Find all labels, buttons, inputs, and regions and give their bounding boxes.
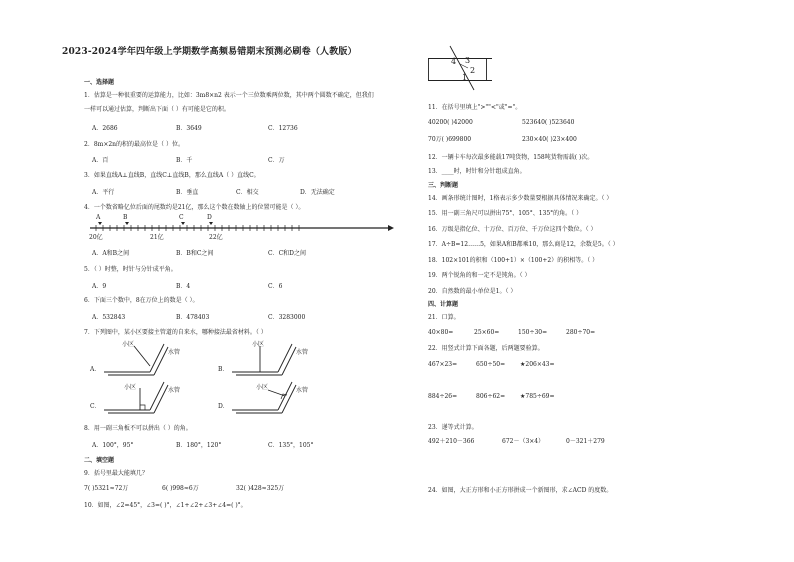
q8-option-b: B．180°，120° bbox=[176, 442, 222, 449]
q2-option-a: A．百 bbox=[92, 157, 109, 164]
q17-text: 17．A÷B=12……5，如果A和B都乘10，那么商是12，余数是5。（ ） bbox=[428, 241, 619, 248]
q16-text: 16．万级是指亿位、十万位、百万位、千万位这四个数位。（ ） bbox=[428, 226, 597, 233]
q7a-village: 小区 bbox=[122, 341, 135, 348]
q18-text: 18．102×101的积和（100+1）×（100+2）的积相等。（ ） bbox=[428, 257, 599, 264]
angle-label-1: 1 bbox=[462, 73, 468, 82]
q13-text: 13．____时，时针和分针组成直角。 bbox=[428, 168, 526, 175]
q22-item-6: ★785÷69= bbox=[520, 393, 555, 400]
angle-figure bbox=[428, 46, 492, 90]
section-fill-blank: 二、填空题 bbox=[84, 457, 115, 464]
q9-text: 9．括号里最大能填几？ bbox=[84, 470, 148, 477]
q1-text: 1．估算是一种很重要的运算能力，比如：3m8×n2 表示一个三位数乘两位数，其中两个圆数不确定，但我们 bbox=[84, 92, 374, 99]
q11-text: 11．在括号里填上">""<"或"="。 bbox=[428, 104, 522, 111]
q11-item-1: 40200( )42000 bbox=[428, 119, 473, 126]
q21-item-1: 40×80= bbox=[428, 329, 454, 336]
section-calculation: 四、计算题 bbox=[428, 301, 459, 308]
q11-item-2: 523640( )523640 bbox=[522, 119, 575, 126]
q4-option-a: A．A和B之间 bbox=[92, 250, 130, 257]
q23-item-3: 0－321＋279 bbox=[566, 438, 605, 445]
q7b-pipe: 水管 bbox=[296, 349, 309, 356]
q1-text-cont: 一样可以通过估算，判断出下面（ ）有可能是它的积。 bbox=[84, 106, 230, 113]
q6-option-b: B．478403 bbox=[176, 314, 210, 321]
q22-item-1: 467×23= bbox=[428, 361, 458, 368]
number-line-label-d: D bbox=[207, 214, 212, 221]
q3-option-a: A．平行 bbox=[92, 189, 115, 196]
q9-item-2: 6( )998≈6万 bbox=[162, 485, 199, 492]
q2-option-b: B．千 bbox=[176, 157, 193, 164]
q1-option-b: B．3649 bbox=[176, 125, 202, 132]
q15-text: 15．用一副三角尺可以拼出75°、105°、135°的角。（ ） bbox=[428, 210, 583, 217]
q21-item-2: 25×60= bbox=[474, 329, 500, 336]
q7a-pipe: 水管 bbox=[168, 349, 181, 356]
q5-text: 5．（ ）时整，时针与分针成平角。 bbox=[84, 266, 177, 273]
q3-option-b: B．垂直 bbox=[176, 189, 199, 196]
angle-label-3: 3 bbox=[465, 56, 471, 65]
q5-option-b: B．4 bbox=[176, 283, 191, 290]
number-line-label-b: B bbox=[123, 214, 128, 221]
q3-option-c: C．相交 bbox=[236, 189, 259, 196]
q6-text: 6．下面三个数中，8在万位上的数是（ ）。 bbox=[84, 297, 199, 304]
q7-figure-b bbox=[232, 342, 332, 376]
q12-text: 12．一辆卡车每次最多能载17吨货物，158吨货物需载( )次。 bbox=[428, 154, 594, 161]
q9-item-1: 7( )5321≈72万 bbox=[84, 485, 129, 492]
q9-item-3: 32( )428≈325万 bbox=[236, 485, 285, 492]
q7d-pipe: 水管 bbox=[296, 387, 309, 394]
q21-item-3: 150÷30= bbox=[518, 329, 548, 336]
q23-item-1: 492＋210－366 bbox=[428, 438, 475, 445]
q7-option-b: B． bbox=[218, 366, 229, 373]
q19-text: 19．两个锐角的和一定不是钝角。（ ） bbox=[428, 272, 531, 279]
q7-option-d: D． bbox=[218, 403, 229, 410]
number-line-label-c: C bbox=[179, 214, 184, 221]
number-line-label-a: A bbox=[96, 214, 101, 221]
q22-item-2: 650÷50= bbox=[476, 361, 506, 368]
q6-option-c: C．3283000 bbox=[268, 314, 306, 321]
q11-item-3: 70万( )699800 bbox=[428, 136, 472, 143]
q23-item-2: 672－（3×4） bbox=[502, 438, 545, 445]
number-line-figure bbox=[88, 214, 428, 244]
q7c-village: 小区 bbox=[124, 384, 137, 391]
q22-item-3: ★206×43= bbox=[520, 361, 555, 368]
q22-text: 22．用竖式计算下面各题，后两题要验算。 bbox=[428, 345, 544, 352]
q1-option-c: C．12736 bbox=[268, 125, 298, 132]
q7-option-a: A． bbox=[90, 366, 101, 373]
q7-figure-d bbox=[232, 380, 332, 414]
q4-option-b: B．B和C之间 bbox=[176, 250, 214, 257]
page-title: 2023-2024学年四年级上学期数学高频易错期末预测必刷卷（人教版） bbox=[62, 47, 357, 57]
q7d-village: 小区 bbox=[256, 384, 269, 391]
q11-item-4: 230×40( )23×400 bbox=[522, 136, 577, 143]
q21-text: 21．口算。 bbox=[428, 314, 460, 321]
q7-option-c: C． bbox=[90, 403, 101, 410]
q5-option-c: C．6 bbox=[268, 283, 283, 290]
q1-option-a: A．2686 bbox=[92, 125, 118, 132]
q7c-pipe: 水管 bbox=[168, 387, 181, 394]
q2-option-c: C．万 bbox=[268, 157, 285, 164]
number-line-tick-21: 21亿 bbox=[150, 234, 164, 241]
q10-text: 10．如图，∠2=45°，∠3=( )°，∠1+∠2+∠3+∠4=( )°。 bbox=[84, 502, 247, 509]
q7-figure-a bbox=[104, 342, 204, 376]
section-choice: 一、选择题 bbox=[84, 79, 115, 86]
q7-figure-c bbox=[104, 380, 204, 414]
q5-option-a: A．9 bbox=[92, 283, 107, 290]
number-line-tick-20: 20亿 bbox=[89, 234, 103, 241]
q24-text: 24．如图，大正方形和小正方形拼成一个新图形，求∠ACD 的度数。 bbox=[428, 487, 613, 494]
q4-text: 4．一个数省略亿位后面的尾数约是21亿，那么这个数在数轴上的位置可能是（ ）。 bbox=[84, 204, 305, 211]
q23-text: 23．递等式计算。 bbox=[428, 424, 478, 431]
q22-item-5: 806÷62= bbox=[476, 393, 506, 400]
q8-option-a: A．100°，95° bbox=[92, 442, 134, 449]
q3-option-d: D．无法确定 bbox=[300, 189, 335, 196]
number-line-tick-22: 22亿 bbox=[209, 234, 223, 241]
q7-text: 7．下列图中，某小区要接主管道的自来水，哪种接法最省材料。（ ） bbox=[84, 329, 267, 336]
q6-option-a: A．532843 bbox=[92, 314, 126, 321]
q7b-village: 小区 bbox=[252, 341, 265, 348]
q4-option-c: C．C和D之间 bbox=[268, 250, 306, 257]
section-true-false: 三、判断题 bbox=[428, 182, 459, 189]
q20-text: 20．自然数的最小单位是1。（ ） bbox=[428, 288, 517, 295]
q14-text: 14．画条形统计图时，1格表示多少数量要根据具体情况来确定。（ ） bbox=[428, 195, 613, 202]
q8-option-c: C．135°，105° bbox=[268, 442, 314, 449]
angle-label-2: 2 bbox=[470, 66, 476, 75]
q3-text: 3．如果直线A⊥直线B，直线C⊥直线B，那么直线A（ ）直线C。 bbox=[84, 172, 260, 179]
q21-item-4: 280÷70= bbox=[566, 329, 596, 336]
q8-text: 8．用一副三角板不可以拼出（ ）的角。 bbox=[84, 425, 192, 432]
q22-item-4: 884÷26= bbox=[428, 393, 458, 400]
angle-label-4: 4 bbox=[451, 57, 457, 66]
q2-text: 2．8m×2n的积的最高位是（ ）位。 bbox=[84, 141, 184, 148]
